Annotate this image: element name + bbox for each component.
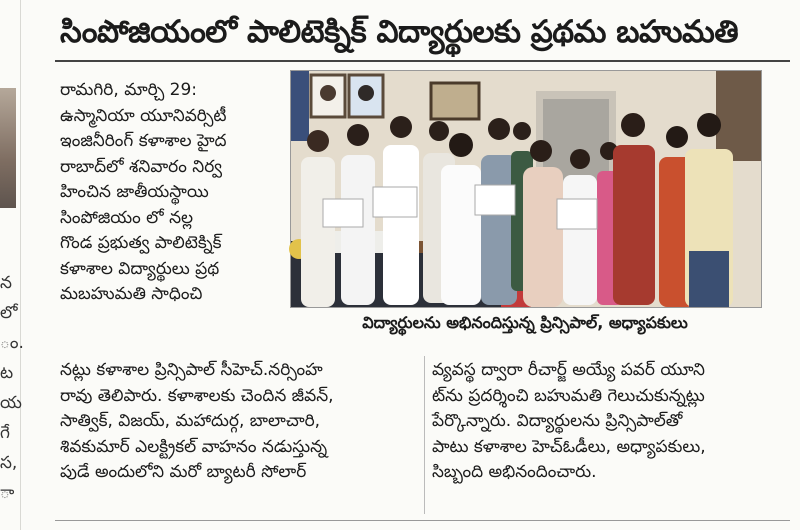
body-line: హించిన జాతీయస్థాయి [60, 182, 209, 202]
clip-fragment: ట [0, 363, 14, 383]
body-line: పేర్కొన్నారు. విద్యార్థులను ప్రిన్సిపాల్‌తో [432, 411, 683, 431]
body-line: పాటు కళాశాల హెచ్ఓడీలు, అధ్యాపకులు, [432, 436, 706, 457]
body-line: సింపోజియం లో నల్ల [60, 207, 194, 228]
clip-fragment: స, [0, 453, 18, 473]
clip-fragment: న [0, 273, 12, 293]
body-line: సిబ్బంది అభినందించారు. [432, 462, 597, 482]
body-line: మబహుమతి సాధించి [60, 284, 203, 304]
clip-fragment: గే [0, 423, 10, 443]
body-line: శివకుమార్ ఎలక్ట్రికల్ వాహనం నడుస్తున్న [60, 436, 328, 457]
body-line: కళాశాల విద్యార్థులు ప్రథ [60, 258, 220, 279]
headline-rule [55, 60, 790, 62]
body-line: వ్యవస్థ ద్వారా రీచార్జ్ అయ్యే పవర్ యూని [432, 360, 705, 380]
clip-fragment: లో [0, 303, 18, 323]
body-line: సాత్విక్, విజయ్, మహాదుర్గ, బాలాచారి, [60, 411, 321, 431]
body-line: రాబాద్‌లో శనివారం నిర్వ [60, 156, 223, 177]
article-headline: సింపోజియంలో పాలిటెక్నిక్ విద్యార్థులకు ప్రథమ బహుమతి [60, 14, 739, 50]
bottom-rule [55, 520, 790, 521]
body-line: గొండ ప్రభుత్వ పాలిటెక్నిక్ [60, 233, 222, 253]
adjacent-clipping-text [0, 268, 24, 508]
body-line: పుడే అందులోని మరో బ్యాటరీ సోలార్ [60, 462, 307, 482]
article-body-column-2 [60, 358, 416, 486]
body-line: ఇంజినీరింగ్ కళాశాల హైద [60, 131, 227, 151]
body-line: రామగిరి, మార్చి 29: [60, 80, 198, 100]
body-line: ఉస్మానియా యూనివర్సిటీ [60, 105, 227, 126]
body-line: ట్‌ను ప్రదర్శించి బహుమతి గెలుచుకున్నట్లు [432, 385, 705, 406]
news-photo [290, 70, 762, 308]
body-line: నట్లు కళాశాల ప్రిన్సిపాల్ సీహెచ్.నర్సింహ [60, 360, 323, 380]
photo-caption: విద్యార్థులను అభినందిస్తున్న ప్రిన్సిపాల్, అధ్యాపకులు [362, 313, 688, 332]
column-divider [424, 356, 425, 514]
clip-fragment: య [0, 393, 22, 413]
article-body-column-3 [432, 358, 782, 486]
adjacent-clipping-photo [0, 88, 16, 208]
article-body-column-1 [60, 78, 282, 308]
body-line: రావు తెలిపారు. కళాశాలకు చెందిన జీవన్, [60, 385, 334, 406]
clip-fragment: ా [0, 483, 15, 503]
adjacent-clipping [0, 0, 24, 530]
clip-fragment: ం. [0, 333, 24, 353]
